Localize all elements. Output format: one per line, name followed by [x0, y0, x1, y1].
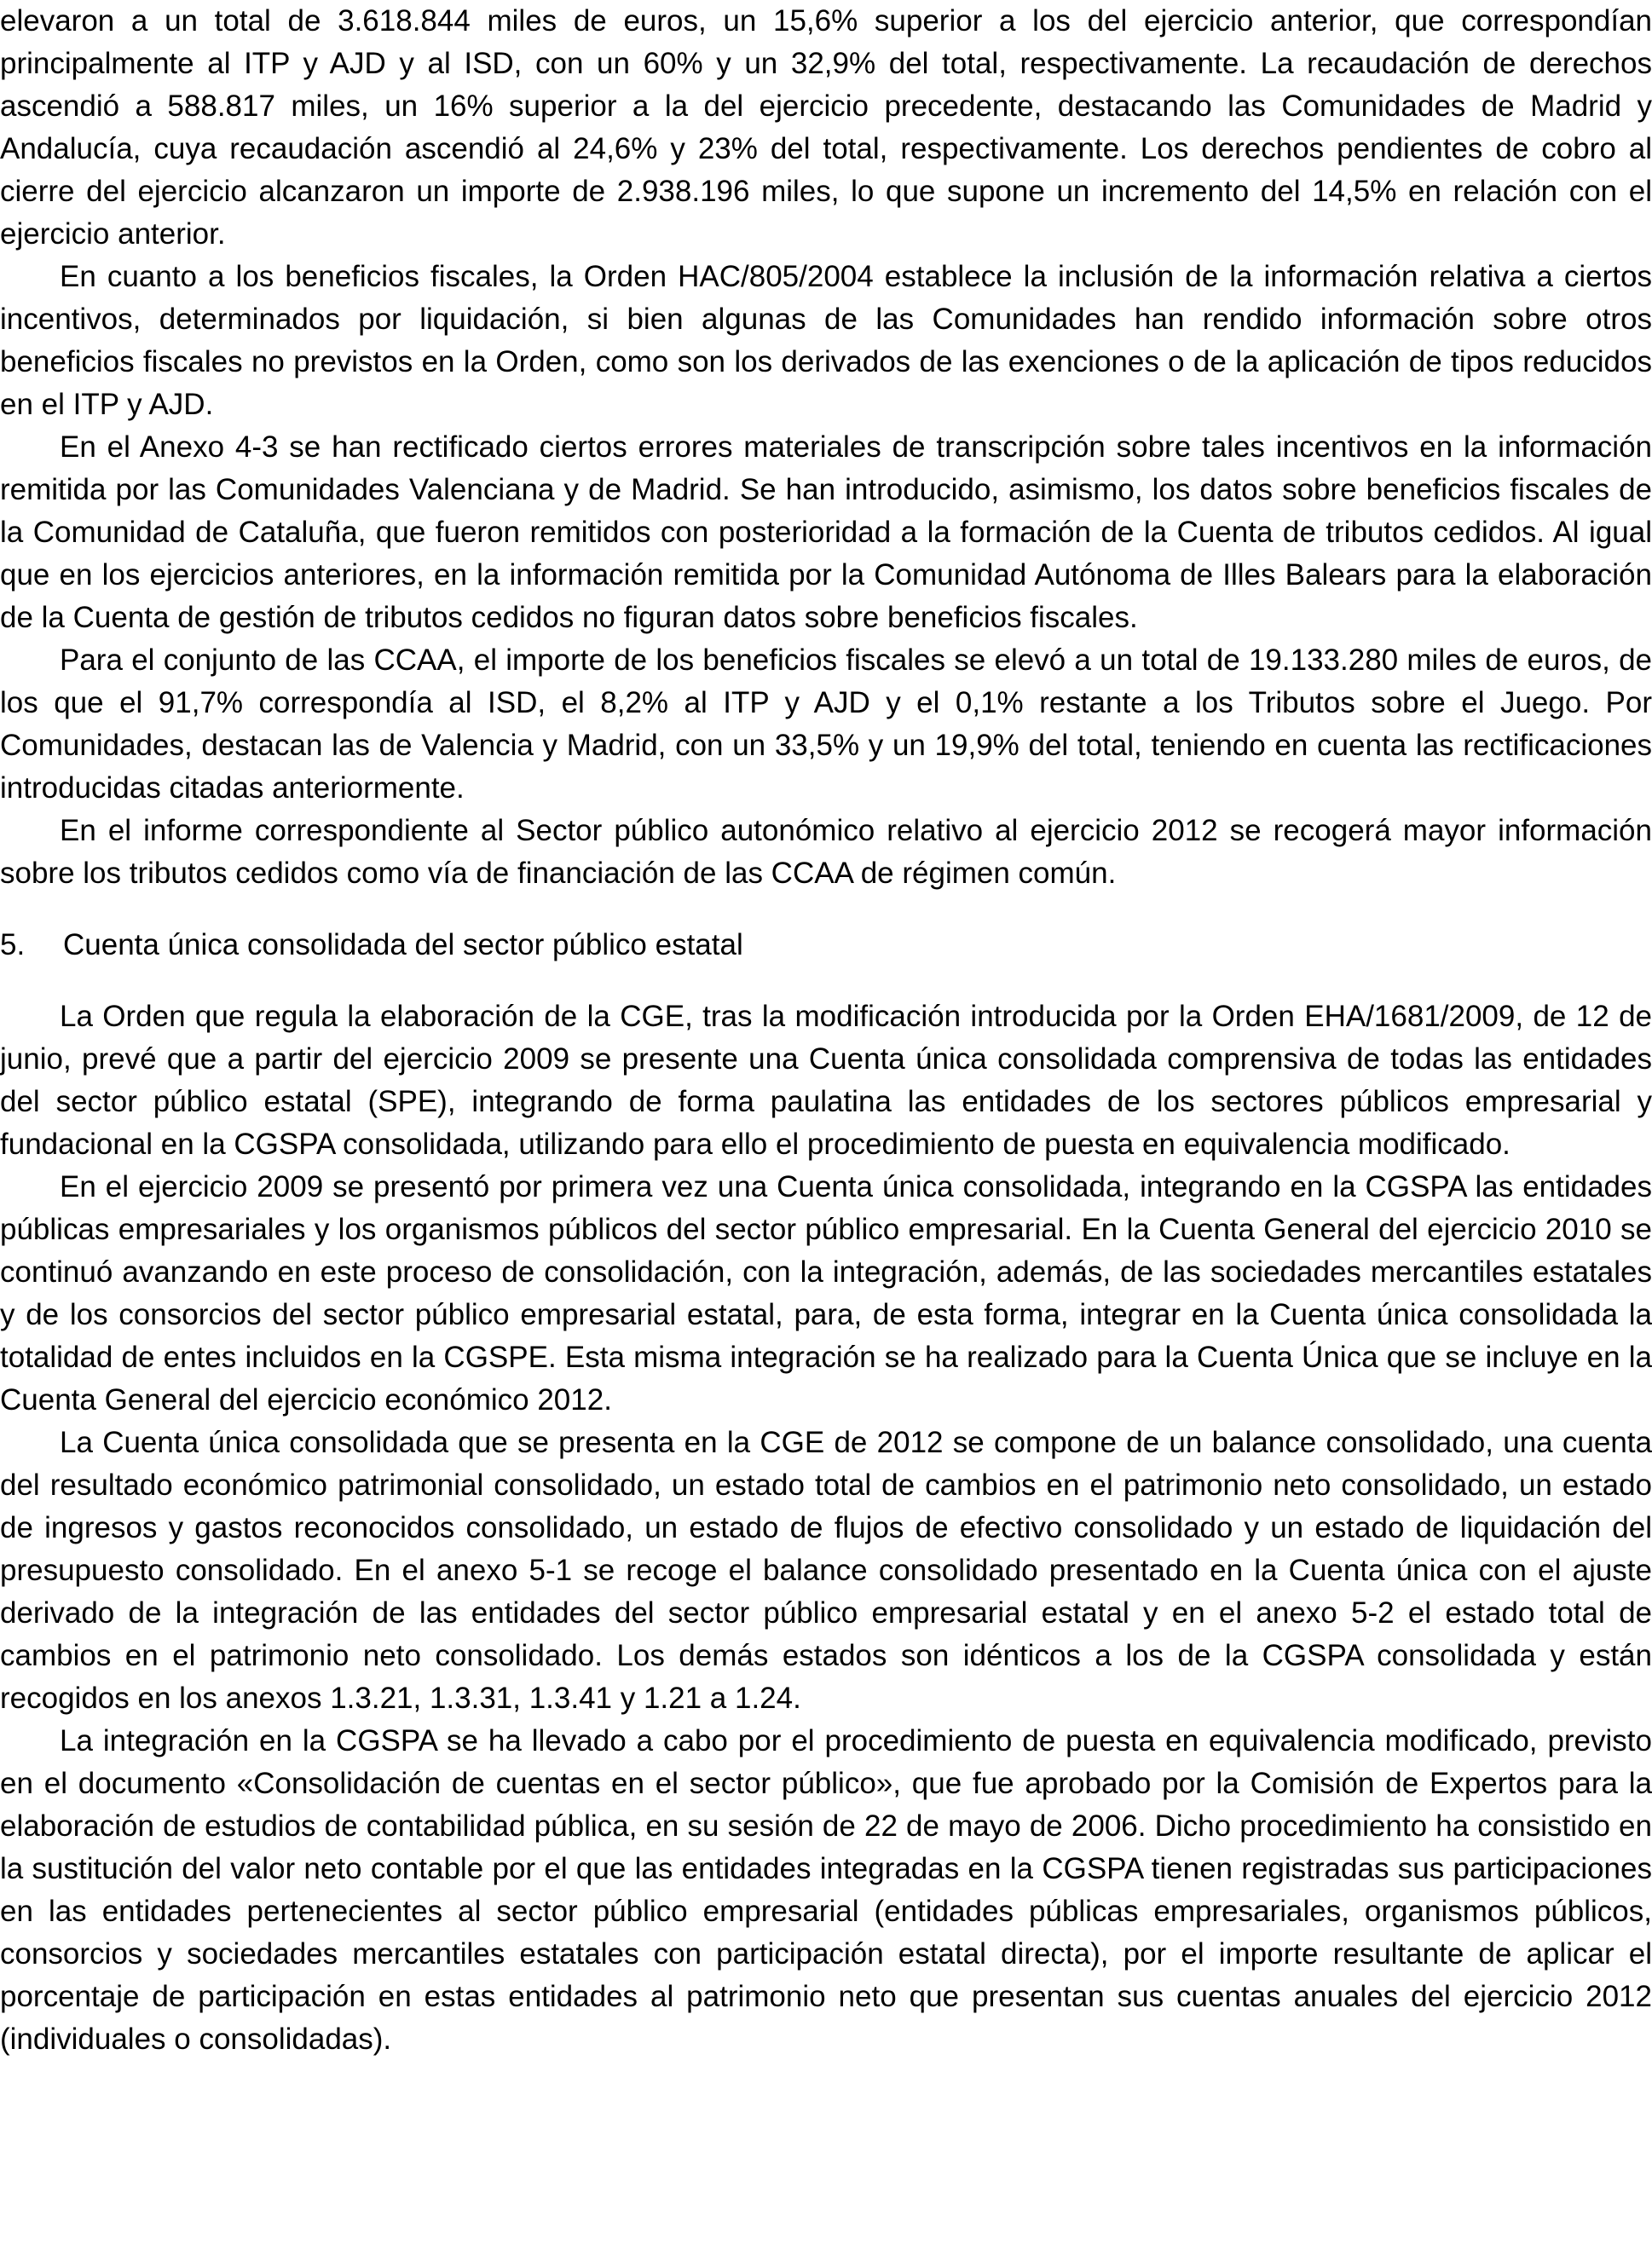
section-gap-top: [0, 895, 1652, 924]
paragraph: La integración en la CGSPA se ha llevado a cabo por el procedimiento de puesta en equivalencia modificado, previsto en el documento «Consolidación de cuentas en el sector público», que fue aprobado por la Comisión de Expertos para la elaboración de estudios de contabilidad pública, en su sesión de 22 de mayo de 2006. Dicho procedimiento ha consistido en la sustitución del valor neto contable por el que las entidades integradas en la CGSPA tienen registradas sus participaciones en las entidades pertenecientes al sector público empresarial (entidades públicas empresariales, organismos públicos, consorcios y sociedades mercantiles estatales con participación estatal directa), por el importe resultante de aplicar el porcentaje de participación en estas entidades al patrimonio neto que presentan sus cuentas anuales del ejercicio 2012 (individuales o consolidadas).: [0, 1724, 1652, 2056]
paragraph: La Orden que regula la elaboración de la CGE, tras la modificación introducida por la Orden EHA/1681/2009, de 12 de junio, prevé que a partir del ejercicio 2009 se presente una Cuenta única consolidada comprensiva de todas las entidades del sector público estatal (SPE), integrando de forma paulatina las entidades de los sectores públicos empresarial y fundacional en la CGSPA consolidada, utilizando para ello el procedimiento de puesta en equivalencia modificado.: [0, 1000, 1652, 1161]
paragraph: En el ejercicio 2009 se presentó por primera vez una Cuenta única consolidada, integrando en la CGSPA las entidades públicas empresariales y los organismos públicos del sector público empresarial. En la Cuenta General del ejercicio 2010 se continuó avanzando en este proceso de consolidación, con la integración, además, de las sociedades mercantiles estatales y de los consorcios del sector público empresarial estatal, para, de esta forma, integrar en la Cuenta única consolidada la totalidad de entes incluidos en la CGSPE. Esta misma integración se ha realizado para la Cuenta Única que se incluye en la Cuenta General del ejercicio económico 2012.: [0, 1170, 1652, 1417]
paragraph: En el Anexo 4-3 se han rectificado ciertos errores materiales de transcripción sobre tales incentivos en la información remitida por las Comunidades Valenciana y de Madrid. Se han introducido, asimismo, los datos sobre beneficios fiscales de la Comunidad de Cataluña, que fueron remitidos con posterioridad a la formación de la Cuenta de tributos cedidos. Al igual que en los ejercicios anteriores, en la información remitida por la Comunidad Autónoma de Illes Balears para la elaboración de la Cuenta de gestión de tributos cedidos no figuran datos sobre beneficios fiscales.: [0, 430, 1652, 634]
paragraph: La Cuenta única consolidada que se presenta en la CGE de 2012 se compone de un balance consolidado, una cuenta del resultado económico patrimonial consolidado, un estado total de cambios en el patrimonio neto consolidado, un estado de ingresos y gastos reconocidos consolidado, un estado de flujos de efectivo consolidado y un estado de liquidación del presupuesto consolidado. En el anexo 5-1 se recoge el balance consolidado presentado en la Cuenta única con el ajuste derivado de la integración de las entidades del sector público empresarial estatal y en el anexo 5-2 el estado total de cambios en el patrimonio neto consolidado. Los demás estados son idénticos a los de la CGSPA consolidada y están recogidos en los anexos 1.3.21, 1.3.31, 1.3.41 y 1.21 a 1.24.: [0, 1426, 1652, 1715]
body-text-before-section: [0, 0, 1652, 895]
section-heading: [0, 924, 1652, 967]
paragraph: En el informe correspondiente al Sector público autonómico relativo al ejercicio 2012 se recogerá mayor información sobre los tributos cedidos como vía de financiación de las CCAA de régimen común.: [0, 814, 1652, 890]
section-number: 5.: [0, 928, 26, 961]
paragraph: En cuanto a los beneficios fiscales, la Orden HAC/805/2004 establece la inclusión de la información relativa a ciertos incentivos, determinados por liquidación, si bien algunas de las Comunidades han rendido información sobre otros beneficios fiscales no previstos en la Orden, como son los derivados de las exenciones o de la aplicación de tipos reducidos en el ITP y AJD.: [0, 260, 1652, 421]
section-title: Cuenta única consolidada del sector público estatal: [63, 928, 743, 961]
section-gap-bottom: [0, 967, 1652, 995]
body-text-after-section: [0, 995, 1652, 2061]
paragraph: Para el conjunto de las CCAA, el importe de los beneficios fiscales se elevó a un total de 19.133.280 miles de euros, de los que el 91,7% correspondía al ISD, el 8,2% al ITP y AJD y el 0,1% restante a los Tributos sobre el Juego. Por Comunidades, destacan las de Valencia y Madrid, con un 33,5% y un 19,9% del total, teniendo en cuenta las rectificaciones introducidas citadas anteriormente.: [0, 643, 1652, 805]
paragraph: elevaron a un total de 3.618.844 miles de euros, un 15,6% superior a los del ejercicio anterior, que correspondían principalmente al ITP y AJD y al ISD, con un 60% y un 32,9% del total, respectivamente. La recaudación de derechos ascendió a 588.817 miles, un 16% superior a la del ejercicio precedente, destacando las Comunidades de Madrid y Andalucía, cuya recaudación ascendió al 24,6% y 23% del total, respectivamente. Los derechos pendientes de cobro al cierre del ejercicio alcanzaron un importe de 2.938.196 miles, lo que supone un incremento del 14,5% en relación con el ejercicio anterior.: [0, 4, 1652, 251]
